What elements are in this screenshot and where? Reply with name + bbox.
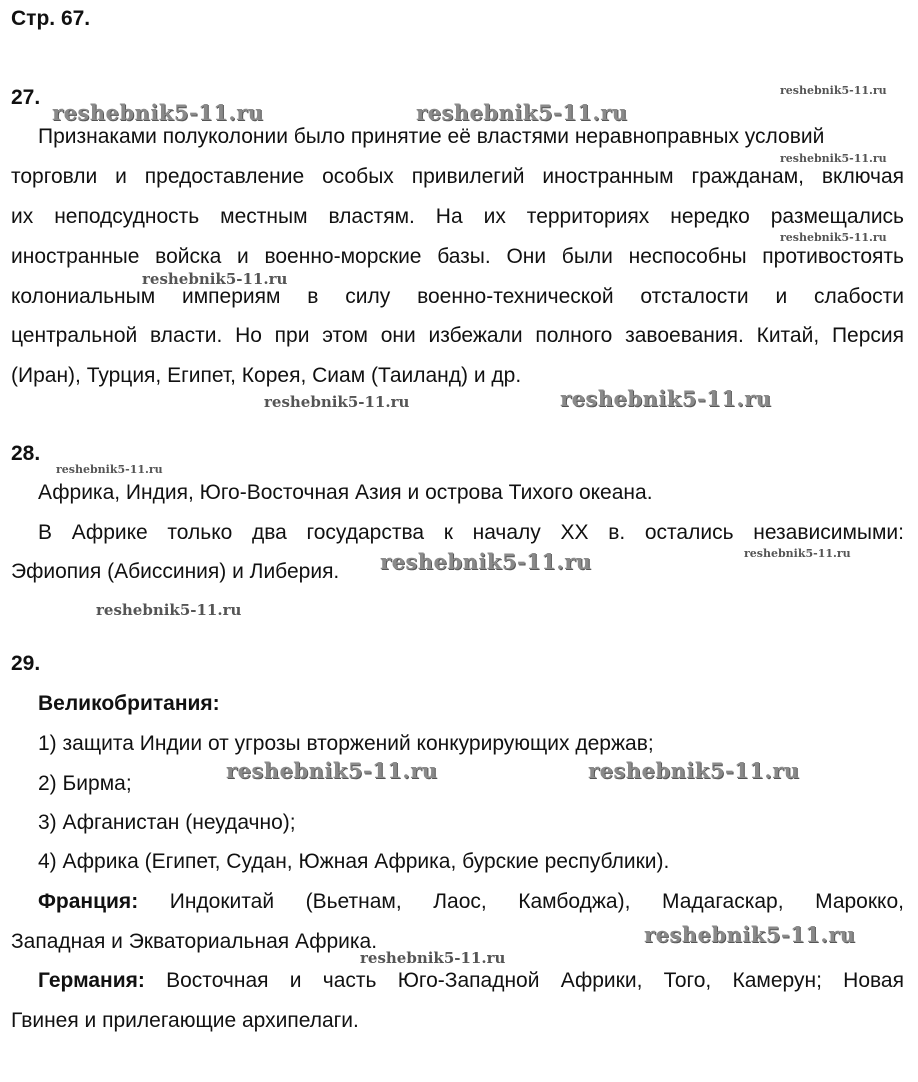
- watermark: reshebnik5-11.ru: [780, 231, 887, 244]
- q27-line-7: (Иран), Турция, Египет, Корея, Сиам (Таиланд) и др.: [11, 364, 522, 387]
- watermark: reshebnik5-11.ru: [142, 270, 288, 288]
- watermark: reshebnik5-11.ru: [588, 758, 800, 783]
- q27-line-4: иностранные войска и военно-морские базы. Они были неспособны противостоять: [11, 245, 904, 268]
- q27-line-6: центральной власти. Но при этом они избежали полного завоевания. Китай, Персия: [11, 324, 904, 347]
- watermark: reshebnik5-11.ru: [96, 601, 242, 619]
- watermark: reshebnik5-11.ru: [264, 393, 410, 411]
- germany-label: Германия:: [38, 969, 145, 992]
- germany-text-2: Гвинея и прилегающие архипелаги.: [11, 1009, 359, 1032]
- q27-line-3: их неподсудность местным властям. На их территориях нередко размещались: [11, 205, 904, 228]
- watermark: reshebnik5-11.ru: [416, 100, 628, 125]
- watermark: reshebnik5-11.ru: [744, 547, 851, 560]
- watermark: reshebnik5-11.ru: [52, 100, 264, 125]
- watermark: reshebnik5-11.ru: [780, 152, 887, 165]
- france-text-1: Индокитай (Вьетнам, Лаос, Камбоджа), Мадагаскар, Марокко,: [169, 890, 904, 913]
- watermark: reshebnik5-11.ru: [644, 922, 856, 947]
- britain-item-3: 3) Афганистан (неудачно);: [38, 811, 296, 834]
- watermark: reshebnik5-11.ru: [56, 463, 163, 476]
- q28-line-2: В Африке только два государства к началу XX в. остались независимыми:: [38, 521, 904, 544]
- britain-item-4: 4) Африка (Египет, Судан, Южная Африка, бурские республики).: [38, 850, 670, 873]
- watermark: reshebnik5-11.ru: [780, 84, 887, 97]
- q27-line-1: Признаками полуколонии было принятие её властями неравноправных условий: [38, 125, 825, 148]
- britain-item-1: 1) защита Индии от угрозы вторжений конкурирующих держав;: [38, 732, 654, 755]
- britain-label: Великобритания:: [38, 692, 220, 715]
- germany-text-1: Восточная и часть Юго-Западной Африки, Того, Камерун; Новая: [166, 969, 904, 992]
- watermark: reshebnik5-11.ru: [560, 386, 772, 411]
- question-27-number: 27.: [11, 86, 41, 109]
- france-text-2: Западная и Экваториальная Африка.: [11, 930, 378, 953]
- germany-line-1: [38, 968, 904, 994]
- page-title: Стр. 67.: [11, 7, 91, 30]
- question-29-number: 29.: [11, 652, 41, 675]
- q28-line-1: Африка, Индия, Юго-Восточная Азия и острова Тихого океана.: [38, 481, 653, 504]
- france-label: Франция:: [38, 890, 139, 913]
- watermark: reshebnik5-11.ru: [360, 949, 506, 967]
- q27-line-2: торговли и предоставление особых привилегий иностранным гражданам, включая: [11, 165, 904, 188]
- q28-line-3: Эфиопия (Абиссиния) и Либерия.: [11, 560, 340, 583]
- question-28-number: 28.: [11, 442, 41, 465]
- britain-item-2: 2) Бирма;: [38, 772, 132, 795]
- watermark: reshebnik5-11.ru: [226, 758, 438, 783]
- q27-line-5: колониальным империям в силу военно-технической отсталости и слабости: [11, 285, 904, 308]
- france-line-1: [38, 889, 904, 915]
- watermark: reshebnik5-11.ru: [380, 549, 592, 574]
